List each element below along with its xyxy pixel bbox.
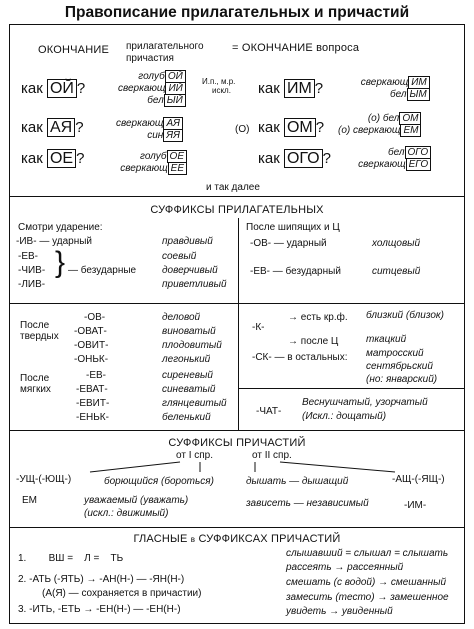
vowel-ex1: слышавший = слышал = слышать	[286, 548, 449, 559]
suffix-onk: -ОНЬК-	[74, 354, 109, 365]
etc-note: и так далее	[206, 182, 260, 193]
ex-uv: уважаемый (уважать)	[84, 495, 189, 506]
suffix-ev-right: -ЕВ- — безударный	[250, 266, 341, 277]
k-note2: → после Ц	[288, 336, 339, 347]
from-first-conj: от I спр.	[176, 450, 214, 461]
oi-examples: голуб ОЙ сверкающ ИЙ бел ЫЙ	[118, 71, 186, 106]
ex-ev: соевый	[162, 251, 197, 262]
vowel-rule-2-note: (А(Я) — сохраняется в причастии)	[42, 588, 202, 599]
of-adjective: прилагательного	[126, 41, 204, 52]
ex-ev2: сиреневый	[162, 370, 213, 381]
suffix-evit: -ЕВИТ-	[76, 398, 110, 409]
suffix-ash: -АЩ-(-ЯЩ-)	[392, 474, 445, 485]
suffix-chiv: -ЧИВ-	[18, 265, 46, 276]
ex-chiv: доверчивый	[162, 265, 218, 276]
ex-zav: зависеть — независимый	[246, 498, 369, 509]
question-om: как ОМ ?	[258, 119, 325, 136]
vowel-ex2: рассеять → рассеянный	[286, 562, 404, 573]
vowel-ex3: смешать (с водой) → смешанный	[286, 577, 447, 588]
vowel-rule-1: 1. ВШ = Л = ТЬ	[18, 553, 124, 564]
suffix-ov: -ОВ-	[84, 312, 106, 323]
ogo-examples: бел ОГО сверкающ ЕГО	[352, 147, 431, 170]
ex-evat: синеватый	[162, 384, 216, 395]
ex-ev-right: ситцевый	[372, 266, 421, 277]
ex-dysh: дышать — дышащий	[246, 476, 349, 487]
of-participle: причастия	[126, 53, 174, 64]
ex-enk: беленький	[162, 412, 211, 423]
ex-ovit: плодовитый	[162, 340, 222, 351]
ex-k2: ткацкий	[366, 334, 407, 345]
question-oe: как ОЕ ?	[21, 150, 85, 167]
suffix-ev: -ЕВ-	[18, 251, 38, 262]
suffix-chat: -ЧАТ-	[256, 406, 282, 417]
ex-ov-right: холщовый	[372, 238, 421, 249]
after-soft: После мягких	[20, 373, 51, 395]
question-aya: как АЯ ?	[21, 119, 84, 136]
ending-label: ОКОНЧАНИЕ	[38, 44, 109, 56]
ex-onk: легонький	[162, 354, 211, 365]
page-title: Правописание прилагательных и причастий	[64, 4, 410, 21]
question-im: как ИМ ?	[258, 80, 324, 97]
ex-chat2: (Искл.: дощатый)	[302, 411, 387, 422]
ex-isk: (искл.: движимый)	[84, 508, 169, 519]
suffix-iv: -ИВ- — ударный	[16, 236, 93, 247]
ex-sk3: (но: январский)	[366, 374, 438, 385]
suffix-ovat: -ОВАТ-	[74, 326, 107, 337]
oe-examples: голуб ОЕ сверкающ ЕЕ	[116, 151, 187, 174]
part-suffixes-header: СУФФИКСЫ ПРИЧАСТИЙ	[168, 437, 306, 449]
aya-examples: сверкающ АЯ син ЯЯ	[116, 118, 183, 141]
suffix-ovit: -ОВИТ-	[74, 340, 109, 351]
ex-liv: приветливый	[162, 279, 227, 290]
suffix-k: -К-	[252, 322, 265, 333]
adj-right-title: После шипящих и Ц	[246, 222, 340, 233]
brace: }	[55, 246, 66, 279]
ex-k1: близкий (близок)	[366, 310, 444, 321]
suffix-ov-right: -ОВ- — ударный	[250, 238, 327, 249]
suffix-enk: -ЕНЬК-	[76, 412, 109, 423]
vowel-ex5: увидеть → увиденный	[286, 606, 393, 617]
question-ogo: как ОГО ?	[258, 150, 331, 167]
suffix-ush: -УЩ-(-ЮЩ-)	[16, 474, 72, 485]
question-oi: как ОЙ ?	[21, 80, 86, 97]
k-note1: → есть кр.ф.	[288, 312, 348, 323]
vowel-rule-3: 3. -ИТЬ, -ЕТЬ → -ЕН(Н-) — -ЕН(Н-)	[18, 604, 181, 615]
ex-sk1: матросский	[366, 348, 424, 359]
ex-ov: деловой	[162, 312, 201, 323]
suffix-sk: -СК- — в остальных:	[252, 352, 348, 363]
ex-bor: борющийся (бороться)	[104, 476, 214, 487]
suffix-im: -ИМ-	[404, 500, 427, 511]
suffix-em: ЕМ	[22, 495, 37, 506]
adj-suffixes-header: СУФФИКСЫ ПРИЛАГАТЕЛЬНЫХ	[150, 204, 324, 216]
vowel-rule-2: 2. -АТЬ (-ЯТЬ) → -АН(Н-) — -ЯН(Н-)	[18, 574, 185, 585]
ex-evit: глянцевитый	[162, 398, 227, 409]
suffix-ev2: -ЕВ-	[86, 370, 106, 381]
om-examples: (о) бел ОМ (о) сверкающ ЕМ	[338, 113, 421, 136]
vowel-ex4: замесить (тесто) → замешенное	[286, 592, 449, 603]
adj-left-title: Смотри ударение:	[18, 222, 103, 233]
unstressed-note: — безударные	[68, 265, 137, 276]
oi-note: И.п., м.р. искл.	[202, 77, 236, 95]
ex-chat1: Веснушчатый, узорчатый	[302, 397, 428, 408]
ex-iv: правдивый	[162, 236, 213, 247]
from-second-conj: от II спр.	[252, 450, 292, 461]
suffix-evat: -ЕВАТ-	[76, 384, 108, 395]
im-examples: сверкающ ИМ бел ЫМ	[352, 77, 430, 100]
om-prefix: (О)	[235, 124, 250, 135]
vowels-header: ГЛАСНЫЕ в СУФФИКСАХ ПРИЧАСТИЙ	[133, 533, 341, 545]
after-hard: После твердых	[20, 320, 59, 342]
ending-rule: = ОКОНЧАНИЕ вопроса	[232, 42, 360, 54]
suffix-liv: -ЛИВ-	[18, 279, 46, 290]
ex-ovat: виноватый	[162, 326, 216, 337]
ex-sk2: сентябрьский	[366, 361, 433, 372]
